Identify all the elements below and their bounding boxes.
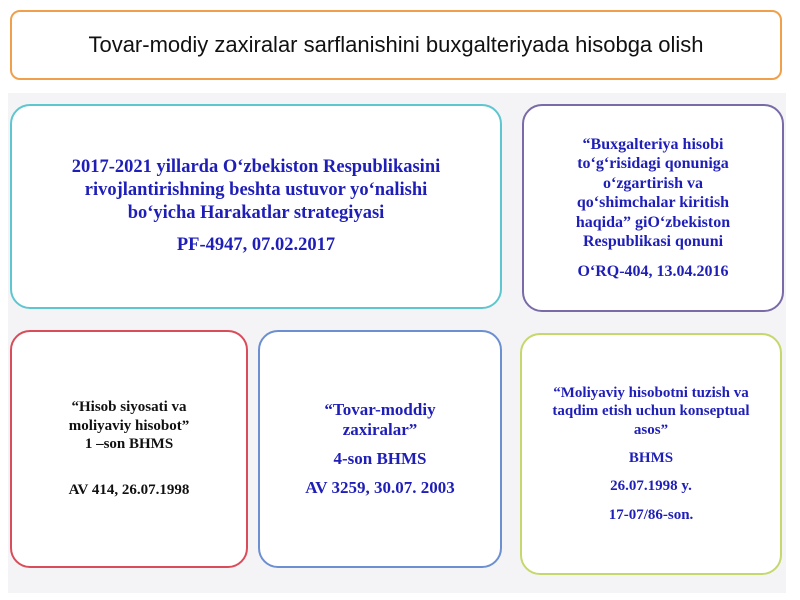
card-line: BHMS <box>628 450 674 466</box>
title-box <box>10 10 782 80</box>
card-reference: AV 414, 26.07.1998 <box>68 482 190 499</box>
card-line: asos” <box>633 421 669 438</box>
card-line: taqdim etish uchun konseptual <box>552 403 750 420</box>
card-bhms-4 <box>258 330 502 568</box>
card-line: 4-son BHMS <box>333 449 427 468</box>
card-accounting-law <box>522 104 784 312</box>
card-line: zaxiralar” <box>342 420 418 440</box>
card-line: Respublikasi qonuni <box>582 233 724 251</box>
card-line: qo‘shimchalar kiritish <box>576 194 730 212</box>
card-line: “Buxgalteriya hisobi <box>582 135 724 153</box>
card-line: o‘zgartirish va <box>603 174 703 192</box>
card-line: rivojlantirishning beshta ustuvor yo‘nalishi <box>84 179 428 200</box>
card-line: “Tovar-moddiy <box>324 399 436 419</box>
card-reference: O‘RQ-404, 13.04.2016 <box>577 262 729 280</box>
card-line: haqida” giO‘zbekiston <box>575 213 731 231</box>
card-reference: AV 3259, 30.07. 2003 <box>305 477 455 497</box>
card-reference: PF-4947, 07.02.2017 <box>176 235 336 256</box>
card-line: “Moliyaviy hisobotni tuzish va <box>553 385 749 402</box>
card-line: bo‘yicha Harakatlar strategiyasi <box>127 202 385 223</box>
card-line: to‘g‘risidagi qonuniga <box>577 155 729 173</box>
card-bhms-1 <box>10 330 248 568</box>
card-line: 2017-2021 yillarda O‘zbekiston Respublikasini <box>71 157 441 178</box>
card-line: “Hisob siyosati va <box>71 399 187 416</box>
card-line: moliyaviy hisobot” <box>68 417 190 434</box>
card-action-strategy <box>10 104 502 309</box>
card-line: 1 –son BHMS <box>84 436 174 452</box>
card-line: 26.07.1998 y. <box>610 478 692 495</box>
card-conceptual-framework <box>520 333 782 575</box>
page-title: Tovar-modiy zaxiralar sarflanishini buxgalteriyada hisobga olish <box>88 32 704 57</box>
card-reference: 17-07/86-son. <box>608 506 694 523</box>
